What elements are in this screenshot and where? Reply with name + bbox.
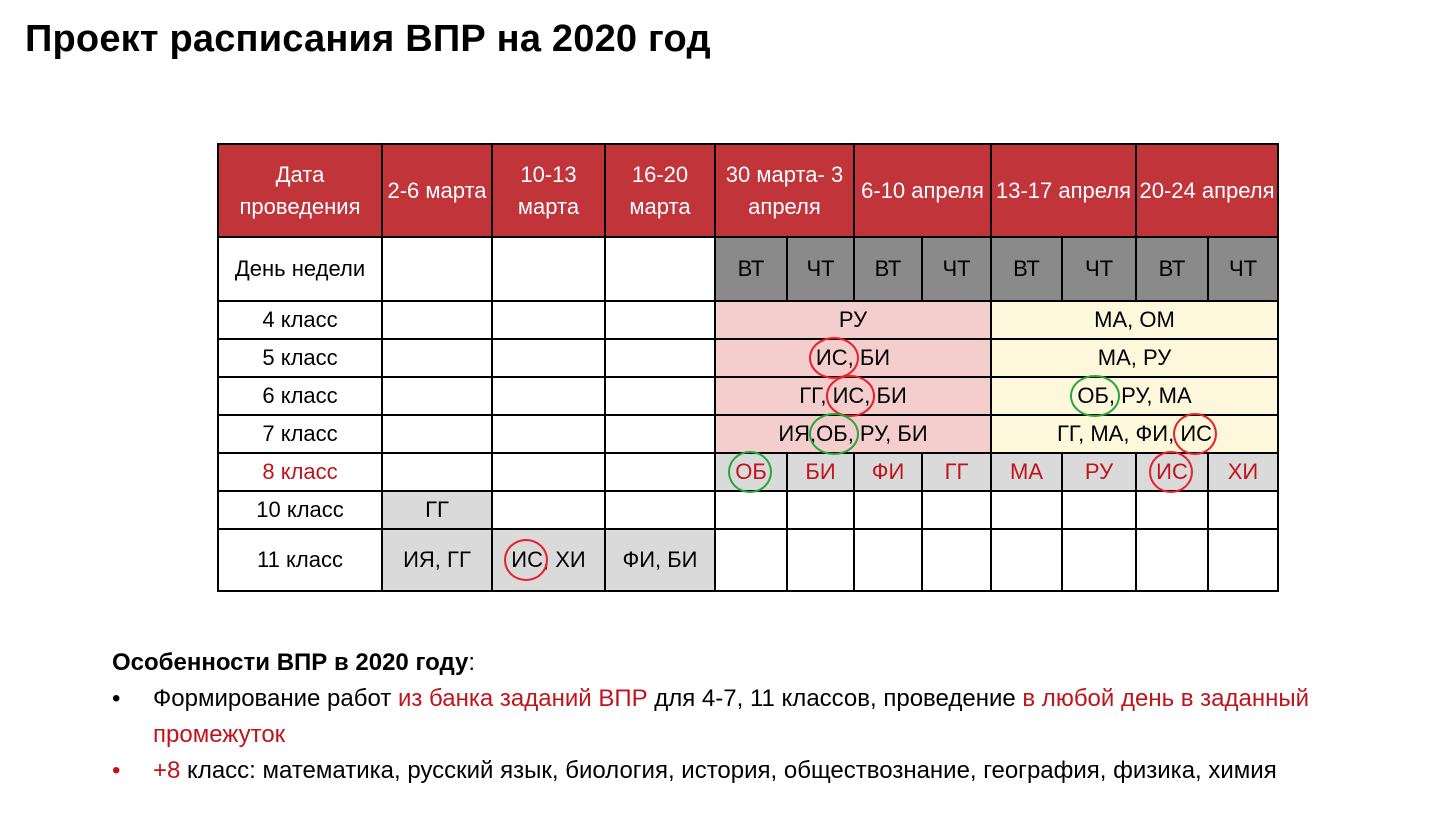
note-highlight: +8	[153, 757, 181, 784]
subject-cell	[1136, 453, 1208, 491]
grade-8-row	[218, 453, 1278, 491]
note-text: для 4-7, 11 классов, проведение	[647, 685, 1023, 712]
notes-list	[112, 681, 1443, 789]
header-week: 10-13 марта	[492, 144, 605, 237]
header-week: 2-6 марта	[382, 144, 492, 237]
subjects-cell: РУ	[715, 301, 991, 339]
empty-cell	[605, 453, 715, 491]
header-date-label: Дата проведения	[218, 144, 382, 237]
empty-cell	[382, 339, 492, 377]
subjects-cell	[715, 377, 991, 415]
subject-cell: ФИ, БИ	[605, 529, 715, 591]
subject-cell: БИ	[787, 453, 854, 491]
empty-cell	[382, 377, 492, 415]
subjects-cell	[715, 415, 991, 453]
empty-cell	[605, 237, 715, 301]
empty-cell	[1208, 491, 1278, 529]
grade-10-row	[218, 491, 1278, 529]
grade-label: 5 класс	[218, 339, 382, 377]
empty-cell	[605, 339, 715, 377]
subject-text: БИ	[870, 383, 907, 409]
red-highlight-circle: ИС,	[816, 342, 854, 374]
subject-cell: ХИ	[1208, 453, 1278, 491]
empty-cell	[382, 415, 492, 453]
empty-cell	[492, 301, 605, 339]
green-highlight-circle: ОБ,	[816, 418, 854, 450]
subject-cell: ГГ	[922, 453, 991, 491]
bullet-icon: •	[112, 685, 121, 712]
subject-cell	[492, 529, 605, 591]
list-item	[112, 681, 1443, 753]
subject-text: ГГ, МА, ФИ,	[1056, 421, 1181, 447]
weekday-cell: ЧТ	[787, 237, 854, 301]
empty-cell	[605, 301, 715, 339]
subject-text: РУ, БИ	[853, 421, 928, 447]
header-week: 20-24 апреля	[1136, 144, 1278, 237]
empty-cell	[922, 529, 991, 591]
empty-cell	[605, 415, 715, 453]
note-highlight: из банка заданий ВПР	[397, 685, 648, 712]
subject-text: , ХИ	[542, 547, 586, 573]
red-highlight-circle: ИС,	[833, 380, 871, 412]
empty-cell	[1208, 529, 1278, 591]
empty-cell	[1062, 529, 1136, 591]
grade-7-row	[218, 415, 1278, 453]
subjects-cell: МА, ОМ	[991, 301, 1278, 339]
empty-cell	[1136, 491, 1208, 529]
subjects-cell	[991, 415, 1278, 453]
subject-cell: ГГ	[382, 491, 492, 529]
empty-cell	[715, 491, 787, 529]
empty-cell	[854, 491, 922, 529]
weekday-cell: ВТ	[1136, 237, 1208, 301]
page-title: Проект расписания ВПР на 2020 год	[25, 18, 711, 60]
empty-cell	[605, 377, 715, 415]
notes-heading	[112, 645, 1443, 681]
weekday-row	[218, 237, 1278, 301]
empty-cell	[492, 453, 605, 491]
empty-cell	[382, 301, 492, 339]
grade-6-row	[218, 377, 1278, 415]
note-text: класс: математика, русский язык, биология, история, обществознание, география, физика, химия	[180, 757, 1277, 784]
weekday-cell: ВТ	[854, 237, 922, 301]
grade-label: 10 класс	[218, 491, 382, 529]
bullet-icon: •	[112, 757, 121, 784]
header-week: 13-17 апреля	[991, 144, 1136, 237]
subjects-cell: МА, РУ	[991, 339, 1278, 377]
schedule-table	[217, 143, 1279, 592]
empty-cell	[492, 339, 605, 377]
empty-cell	[492, 415, 605, 453]
empty-cell	[382, 237, 492, 301]
subject-cell: ИЯ, ГГ	[382, 529, 492, 591]
grade-label: 4 класс	[218, 301, 382, 339]
notes-heading-text: Особенности ВПР в 2020 году	[112, 649, 469, 676]
header-week: 30 марта- 3 апреля	[715, 144, 854, 237]
subject-text: ИЯ,	[778, 421, 817, 447]
subject-text: РУ, МА	[1115, 383, 1192, 409]
weekday-cell: ЧТ	[922, 237, 991, 301]
empty-cell	[1136, 529, 1208, 591]
subject-cell: ФИ	[854, 453, 922, 491]
empty-cell	[605, 491, 715, 529]
weekday-cell: ЧТ	[1062, 237, 1136, 301]
grade-label: 11 класс	[218, 529, 382, 591]
empty-cell	[382, 453, 492, 491]
weekday-label: День недели	[218, 237, 382, 301]
header-week: 6-10 апреля	[854, 144, 991, 237]
empty-cell	[787, 491, 854, 529]
empty-cell	[492, 237, 605, 301]
empty-cell	[854, 529, 922, 591]
subject-cell: РУ	[1062, 453, 1136, 491]
empty-cell	[922, 491, 991, 529]
empty-cell	[715, 529, 787, 591]
note-highlight: в любой день в заданный промежуток	[153, 685, 1310, 748]
red-highlight-circle: ИС	[511, 544, 543, 576]
schedule-table-container	[217, 143, 1279, 592]
grade-label: 7 класс	[218, 415, 382, 453]
subject-cell: МА	[991, 453, 1062, 491]
empty-cell	[991, 529, 1062, 591]
weekday-cell: ЧТ	[1208, 237, 1278, 301]
notes-heading-colon: :	[468, 649, 476, 676]
notes-section	[112, 645, 1443, 789]
list-item	[112, 753, 1443, 789]
empty-cell	[492, 377, 605, 415]
grade-label: 8 класс	[218, 453, 382, 491]
subjects-cell	[715, 339, 991, 377]
red-highlight-circle: ИС	[1180, 418, 1212, 450]
empty-cell	[492, 491, 605, 529]
subject-text: ГГ,	[799, 383, 833, 409]
red-highlight-circle: ИС	[1156, 456, 1188, 488]
subjects-cell	[991, 377, 1278, 415]
empty-cell	[991, 491, 1062, 529]
note-text: Формирование работ	[153, 685, 398, 712]
subject-text: БИ	[853, 345, 891, 371]
green-highlight-circle: ОБ,	[1077, 380, 1115, 412]
weekday-cell: ВТ	[715, 237, 787, 301]
grade-4-row	[218, 301, 1278, 339]
header-row	[218, 144, 1278, 237]
weekday-cell: ВТ	[991, 237, 1062, 301]
grade-label: 6 класс	[218, 377, 382, 415]
green-highlight-circle: ОБ	[735, 456, 767, 488]
empty-cell	[1062, 491, 1136, 529]
empty-cell	[787, 529, 854, 591]
grade-5-row	[218, 339, 1278, 377]
subject-cell	[715, 453, 787, 491]
header-week: 16-20 марта	[605, 144, 715, 237]
grade-11-row	[218, 529, 1278, 591]
